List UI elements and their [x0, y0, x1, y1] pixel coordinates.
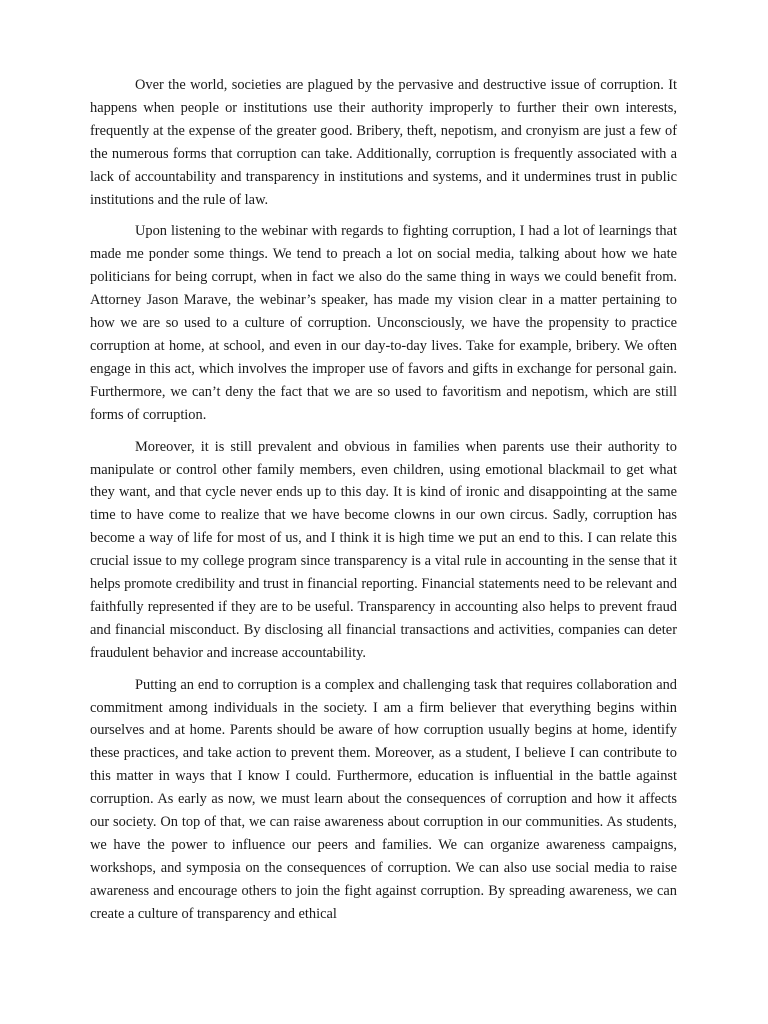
paragraph-1: Over the world, societies are plagued by the pervasive and destructive issue of corruption. It happens when people or institutions use their authority improperly to further their own interests, frequently at the expense of the greater good. Bribery, theft, nepotism, and cronyism are just a few of the numerous forms that corruption can take. Additionally, corruption is frequently associated with a lack of accountability and transparency in institutions and systems, and it undermines trust in public institutions and the rule of law. [90, 77, 677, 208]
document-page [90, 74, 677, 935]
paragraph-2: Upon listening to the webinar with regards to fighting corruption, I had a lot of learnings that made me ponder some things. We tend to preach a lot on social media, talking about how we hate politicians for being corrupt, when in fact we also do the same thing in ways we could benefit from. Attorney Jason Marave, the webinar’s speaker, has made my vision clear in a matter pertaining to how we are so used to a culture of corruption. Unconsciously, we have the propensity to practice corruption at home, at school, and even in our day-to-day lives. Take for example, bribery. We often engage in this act, which involves the improper use of favors and gifts in exchange for personal gain. Furthermore, we can’t deny the fact that we are so used to favoritism and nepotism, which are still forms of corruption. [90, 223, 677, 423]
paragraph-4: Putting an end to corruption is a complex and challenging task that requires collaboration and commitment among individuals in the society. I am a firm believer that everything begins within ourselves and at home. Parents should be aware of how corruption usually begins at home, identify these practices, and take action to prevent them. Moreover, as a student, I believe I can contribute to this matter in ways that I know I could. Furthermore, education is influential in the battle against corruption. As early as now, we must learn about the consequences of corruption and how it affects our society. On top of that, we can raise awareness about corruption in our communities. As students, we have the power to influence our peers and families. We can organize awareness campaigns, workshops, and symposia on the consequences of corruption. We can also use social media to raise awareness and encourage others to join the fight against corruption. By spreading awareness, we can create a culture of transparency and ethical [90, 676, 677, 922]
paragraph-3: Moreover, it is still prevalent and obvious in families when parents use their authority to manipulate or control other family members, even children, using emotional blackmail to get what they want, and that cycle never ends up to this day. It is kind of ironic and disappointing at the same time to have come to realize that we have become clowns in our own circus. Sadly, corruption has become a way of life for most of us, and I think it is high time we put an end to this. I can relate this crucial issue to my college program since transparency is a vital rule in accounting in the sense that it helps promote credibility and trust in financial reporting. Financial statements need to be relevant and faithfully represented if they are to be useful. Transparency in accounting also helps to prevent fraud and financial misconduct. By disclosing all financial transactions and activities, companies can deter fraudulent behavior and increase accountability. [90, 438, 677, 661]
